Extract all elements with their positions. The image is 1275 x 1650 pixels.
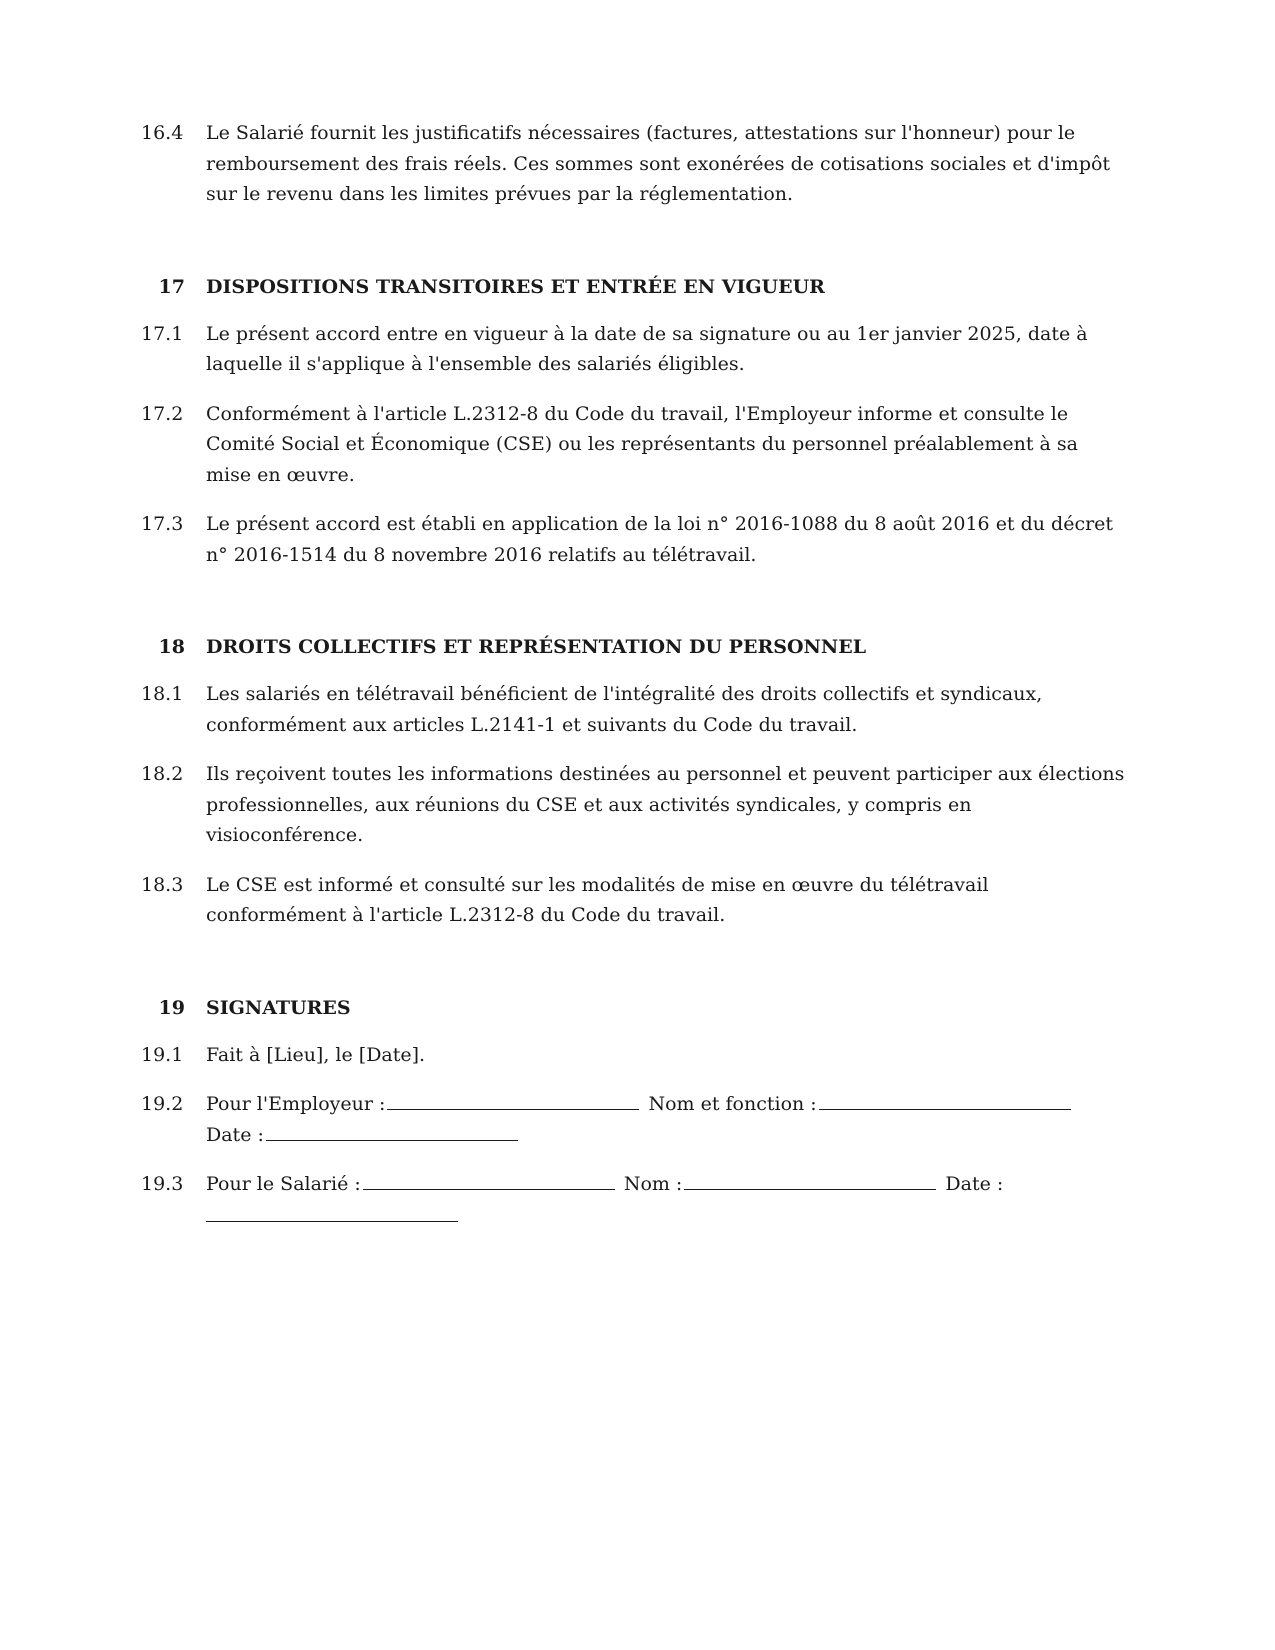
employee-date-label: Date : — [945, 1173, 1004, 1195]
section-title: DISPOSITIONS TRANSITOIRES ET ENTRÉE EN VIGUEUR — [206, 275, 825, 298]
section-heading-17 — [141, 272, 1125, 302]
clause-18-3 — [141, 870, 1125, 931]
section-title: SIGNATURES — [206, 996, 351, 1019]
employer-signature-field[interactable] — [387, 1090, 639, 1110]
clause-17-2 — [141, 399, 1125, 491]
employee-label: Pour le Salarié : — [206, 1173, 361, 1195]
clause-17-1 — [141, 319, 1125, 380]
employee-date-field[interactable] — [206, 1200, 458, 1222]
employee-signature-block — [206, 1169, 1125, 1222]
clause-number: 18.1 — [141, 683, 184, 705]
clause-18-1 — [141, 679, 1125, 740]
section-number: 19 — [158, 996, 185, 1019]
clause-text: Le présent accord entre en vigueur à la date de sa signature ou au 1er janvier 2025, date à laquelle il s'applique à l'ensemble des salariés éligibles. — [206, 322, 1088, 375]
clause-text: Le Salarié fournit les justificatifs nécessaires (factures, attestations sur l'honneur) pour le remboursement des frais réels. Ces sommes sont exonérées de cotisations sociales et d'impôt sur le revenu dans les limites prévues par la réglementation. — [206, 122, 1111, 205]
clause-number: 18.3 — [141, 873, 184, 896]
clause-number: 17.2 — [141, 402, 184, 425]
section-number: 17 — [158, 275, 185, 298]
section-heading-18 — [141, 632, 1125, 662]
employer-signature-block — [206, 1089, 1125, 1150]
clause-number: 16.4 — [141, 122, 184, 144]
employee-name-field[interactable] — [684, 1170, 936, 1190]
clause-number: 19.1 — [141, 1043, 184, 1066]
employer-date-field[interactable] — [266, 1121, 518, 1141]
clause-17-3 — [141, 509, 1125, 570]
section-number: 18 — [158, 636, 185, 658]
clause-19-3 — [141, 1169, 1125, 1222]
employee-signature-field[interactable] — [363, 1170, 615, 1190]
clause-number: 17.1 — [141, 322, 184, 345]
employer-name-label: Nom et fonction : — [648, 1093, 817, 1115]
employee-name-label: Nom : — [623, 1173, 683, 1195]
clause-text: Le présent accord est établi en application de la loi n° 2016-1088 du 8 août 2016 et du décret n° 2016-1514 du 8 novembre 2016 relatifs au télétravail. — [206, 513, 1114, 566]
clause-19-2 — [141, 1089, 1125, 1150]
clause-number: 19.3 — [141, 1173, 184, 1195]
section-heading-19 — [141, 993, 1125, 1023]
employer-label: Pour l'Employeur : — [206, 1093, 386, 1115]
clause-text: Les salariés en télétravail bénéficient de l'intégralité des droits collectifs et syndicaux, conformément aux articles L.2141-1 et suivants du Code du travail. — [206, 683, 1043, 736]
clause-19-1 — [141, 1040, 1125, 1071]
clause-text: Fait à [Lieu], le [Date]. — [206, 1043, 426, 1066]
clause-text: Le CSE est informé et consulté sur les modalités de mise en œuvre du télétravail conformément à l'article L.2312-8 du Code du travail. — [206, 873, 989, 926]
section-title: DROITS COLLECTIFS ET REPRÉSENTATION DU PERSONNEL — [206, 636, 867, 658]
clause-18-2 — [141, 759, 1125, 851]
clause-text: Conformément à l'article L.2312-8 du Code du travail, l'Employeur informe et consulte le Comité Social et Économique (CSE) ou les représentants du personnel préalablement à sa mise en œuvre. — [206, 402, 1078, 486]
employer-name-field[interactable] — [819, 1090, 1071, 1110]
employer-date-label: Date : — [206, 1123, 264, 1146]
clause-16-4 — [141, 118, 1125, 210]
clause-number: 18.2 — [141, 763, 184, 785]
clause-text: Ils reçoivent toutes les informations destinées au personnel et peuvent participer aux élections professionnelles, aux réunions du CSE et aux activités syndicales, y compris en visioconférence. — [206, 763, 1125, 846]
clause-number: 19.2 — [141, 1093, 184, 1115]
clause-number: 17.3 — [141, 513, 184, 535]
